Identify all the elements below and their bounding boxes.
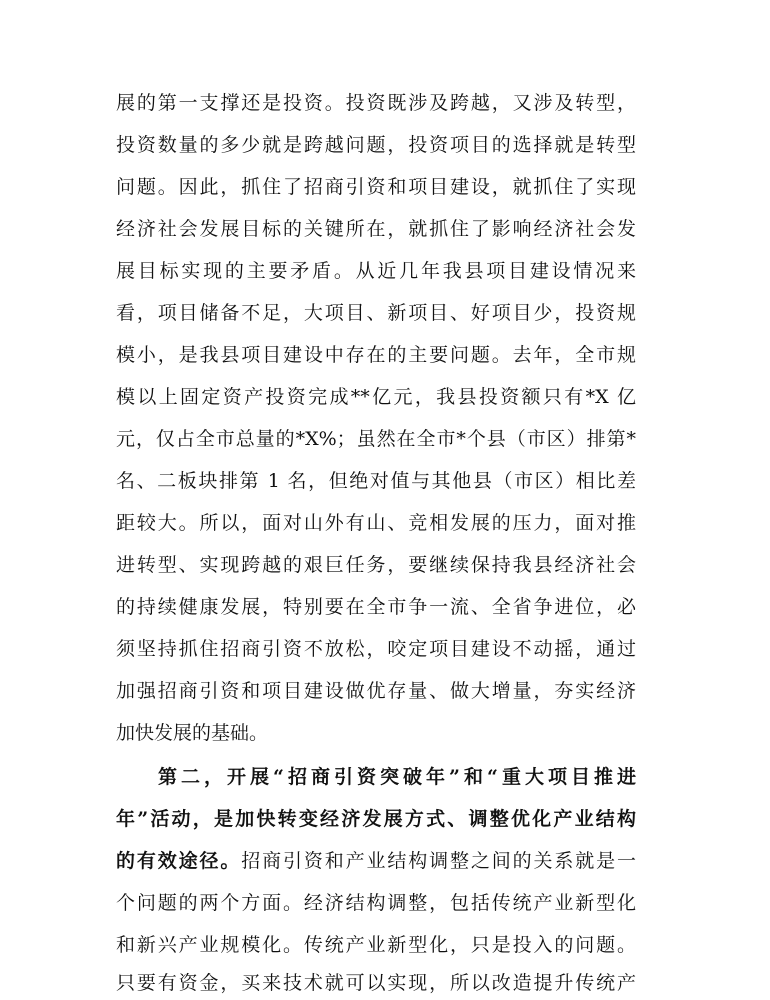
- paragraph-line: 经济社会发展目标的关键所在，就抓住了影响经济社会发: [116, 218, 636, 240]
- paragraph-line: 加快发展的基础。: [116, 722, 269, 744]
- paragraph-line: 投资数量的多少就是跨越问题，投资项目的选择就是转型: [116, 134, 636, 156]
- paragraph-line: 展的第一支撑还是投资。投资既涉及跨越，又涉及转型，: [116, 92, 636, 114]
- paragraph-line: 进转型、实现跨越的艰巨任务，要继续保持我县经济社会: [116, 554, 636, 576]
- paragraph-line: 距较大。所以，面对山外有山、竞相发展的压力，面对推: [116, 512, 636, 534]
- paragraph-line: 名、二板块排第 1 名，但绝对值与其他县（市区）相比差: [116, 470, 636, 492]
- paragraph-line: 个问题的两个方面。经济结构调整，包括传统产业新型化: [116, 892, 636, 914]
- paragraph-line: 问题。因此，抓住了招商引资和项目建设，就抓住了实现: [116, 176, 636, 198]
- section-heading-line: 年”活动，是加快转变经济发展方式、调整优化产业结构: [116, 808, 636, 830]
- paragraph-line: 加强招商引资和项目建设做优存量、做大增量，夯实经济: [116, 680, 636, 702]
- section-heading-end: 的有效途径。: [116, 850, 242, 872]
- paragraph-line: 展目标实现的主要矛盾。从近几年我县项目建设情况来: [116, 260, 636, 282]
- paragraph-line: 看，项目储备不足，大项目、新项目、好项目少，投资规: [116, 302, 636, 324]
- paragraph-line: 只要有资金，买来技术就可以实现，所以改造提升传统产: [116, 972, 636, 994]
- paragraph-text: 招商引资和产业结构调整之间的关系就是一: [241, 850, 636, 872]
- paragraph-line: 和新兴产业规模化。传统产业新型化，只是投入的问题。: [116, 934, 636, 956]
- paragraph-line: [116, 846, 636, 876]
- paragraph-line: 模以上固定资产投资完成**亿元，我县投资额只有*X 亿: [116, 386, 636, 408]
- paragraph-line: 须坚持抓住招商引资不放松，咬定项目建设不动摇，通过: [116, 638, 636, 660]
- paragraph-line: 的持续健康发展，特别要在全市争一流、全省争进位，必: [116, 596, 636, 618]
- paragraph-line: 元，仅占全市总量的*X%；虽然在全市*个县（市区）排第*: [116, 428, 636, 450]
- section-heading-line: 第二，开展“招商引资突破年”和“重大项目推进: [158, 766, 636, 788]
- paragraph-line: 模小，是我县项目建设中存在的主要问题。去年，全市规: [116, 344, 636, 366]
